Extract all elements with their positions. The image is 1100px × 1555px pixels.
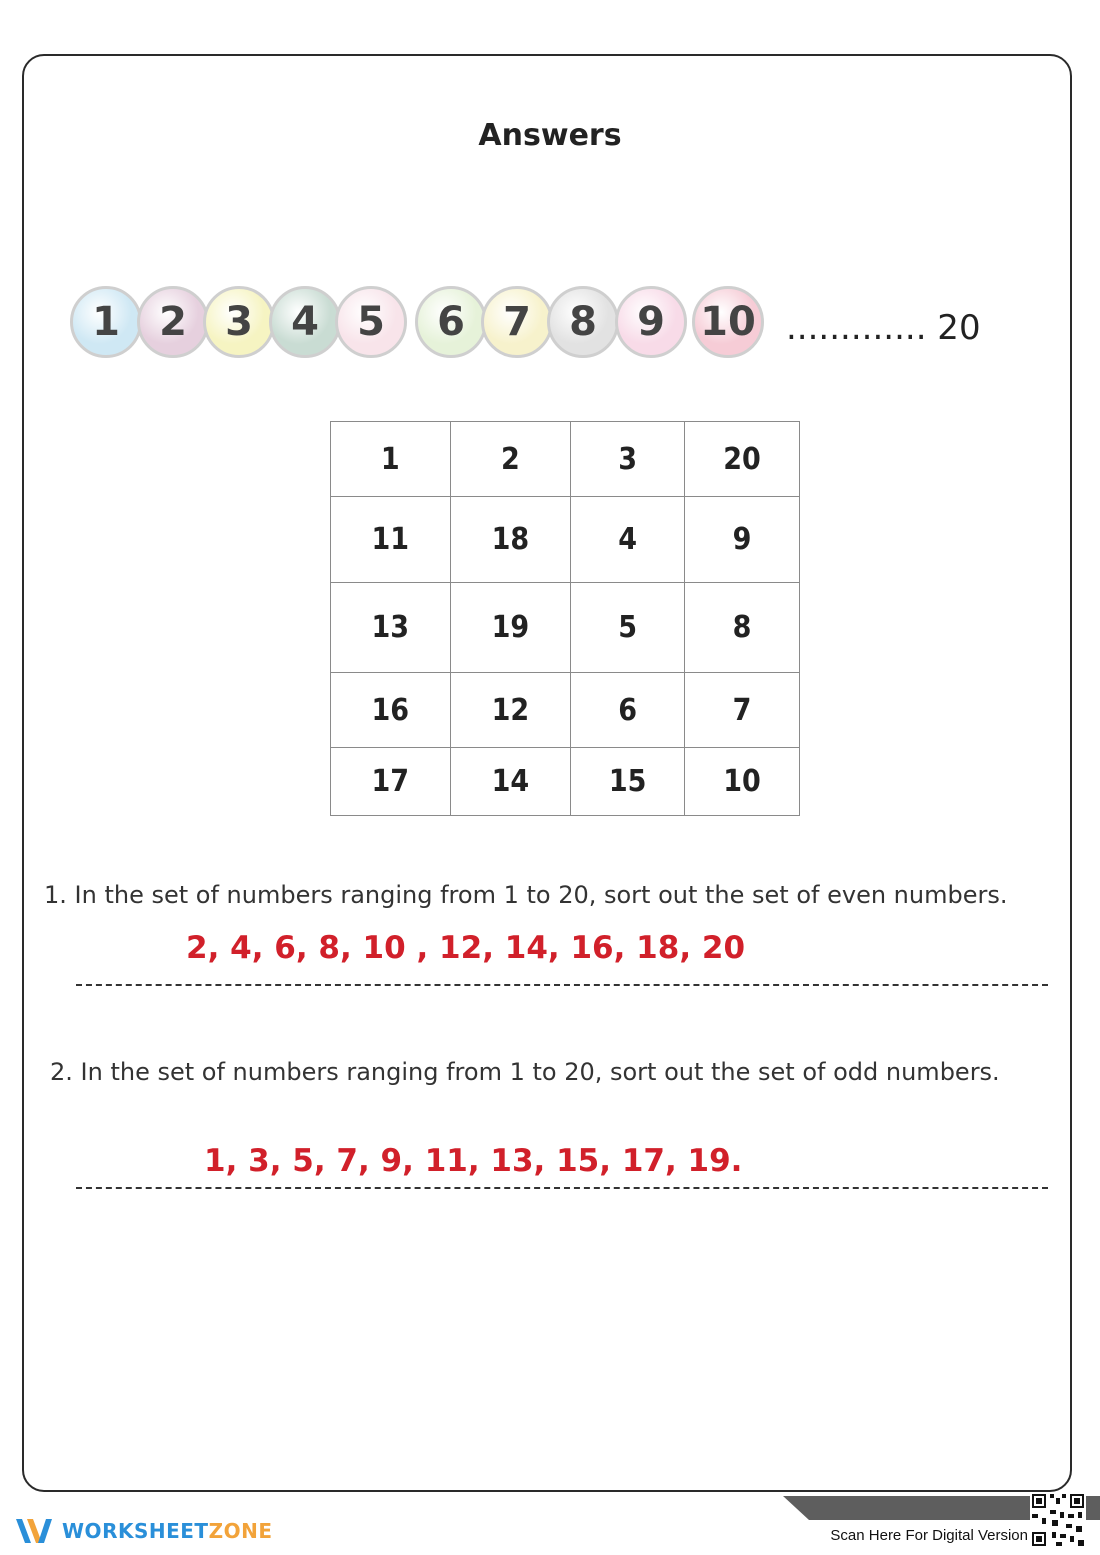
grid-cell: 5 bbox=[571, 583, 685, 673]
grid-cell: 2 bbox=[450, 422, 571, 497]
grid-cell: 10 bbox=[685, 748, 800, 816]
answer-even: 2, 4, 6, 8, 10 , 12, 14, 16, 18, 20 bbox=[186, 930, 746, 966]
grid-cell: 4 bbox=[571, 497, 685, 583]
bead: 9 bbox=[615, 286, 687, 358]
bead: 1 bbox=[70, 286, 142, 358]
brand-suffix: ZONE bbox=[208, 1519, 273, 1543]
worksheetzone-logo bbox=[14, 1514, 272, 1548]
grid-cell: 7 bbox=[685, 673, 800, 748]
scan-text: Scan Here For Digital Version bbox=[830, 1527, 1028, 1544]
grid-row bbox=[331, 673, 800, 748]
grid-row bbox=[331, 422, 800, 497]
page-title: Answers bbox=[478, 118, 622, 153]
grid-cell: 18 bbox=[450, 497, 571, 583]
grid-cell: 16 bbox=[331, 673, 451, 748]
brand-prefix: WORKSHEET bbox=[62, 1519, 209, 1543]
number-beads bbox=[70, 286, 770, 360]
grid-cell: 9 bbox=[685, 497, 800, 583]
grid-row bbox=[331, 497, 800, 583]
bead: 3 bbox=[203, 286, 275, 358]
grid-cell: 3 bbox=[571, 422, 685, 497]
bead: 5 bbox=[335, 286, 407, 358]
bead: 7 bbox=[481, 286, 553, 358]
sequence-tail: ............. 20 bbox=[786, 308, 981, 348]
grid-cell: 11 bbox=[331, 497, 451, 583]
brand-name bbox=[62, 1519, 272, 1543]
bead: 6 bbox=[415, 286, 487, 358]
grid-cell: 1 bbox=[331, 422, 451, 497]
bead: 2 bbox=[137, 286, 209, 358]
answer-odd: 1, 3, 5, 7, 9, 11, 13, 15, 17, 19. bbox=[204, 1143, 743, 1179]
grid-cell: 20 bbox=[685, 422, 800, 497]
grid-cell: 19 bbox=[450, 583, 571, 673]
number-grid bbox=[330, 421, 800, 816]
answer-line bbox=[76, 984, 1048, 986]
grid-row bbox=[331, 748, 800, 816]
grid-cell: 12 bbox=[450, 673, 571, 748]
grid-cell: 14 bbox=[450, 748, 571, 816]
grid-cell: 13 bbox=[331, 583, 451, 673]
answer-line bbox=[76, 1187, 1048, 1189]
bead: 4 bbox=[269, 286, 341, 358]
grid-cell: 15 bbox=[571, 748, 685, 816]
question-even: 1. In the set of numbers ranging from 1 to 20, sort out the set of even numbers. bbox=[44, 881, 1008, 909]
w-logo-icon bbox=[14, 1515, 54, 1547]
grid-cell: 6 bbox=[571, 673, 685, 748]
question-odd: 2. In the set of numbers ranging from 1 to 20, sort out the set of odd numbers. bbox=[50, 1058, 1000, 1086]
grid-cell: 8 bbox=[685, 583, 800, 673]
qr-code-icon[interactable] bbox=[1030, 1492, 1086, 1548]
grid-row bbox=[331, 583, 800, 673]
grid-cell: 17 bbox=[331, 748, 451, 816]
bead: 8 bbox=[547, 286, 619, 358]
bead: 10 bbox=[692, 286, 764, 358]
